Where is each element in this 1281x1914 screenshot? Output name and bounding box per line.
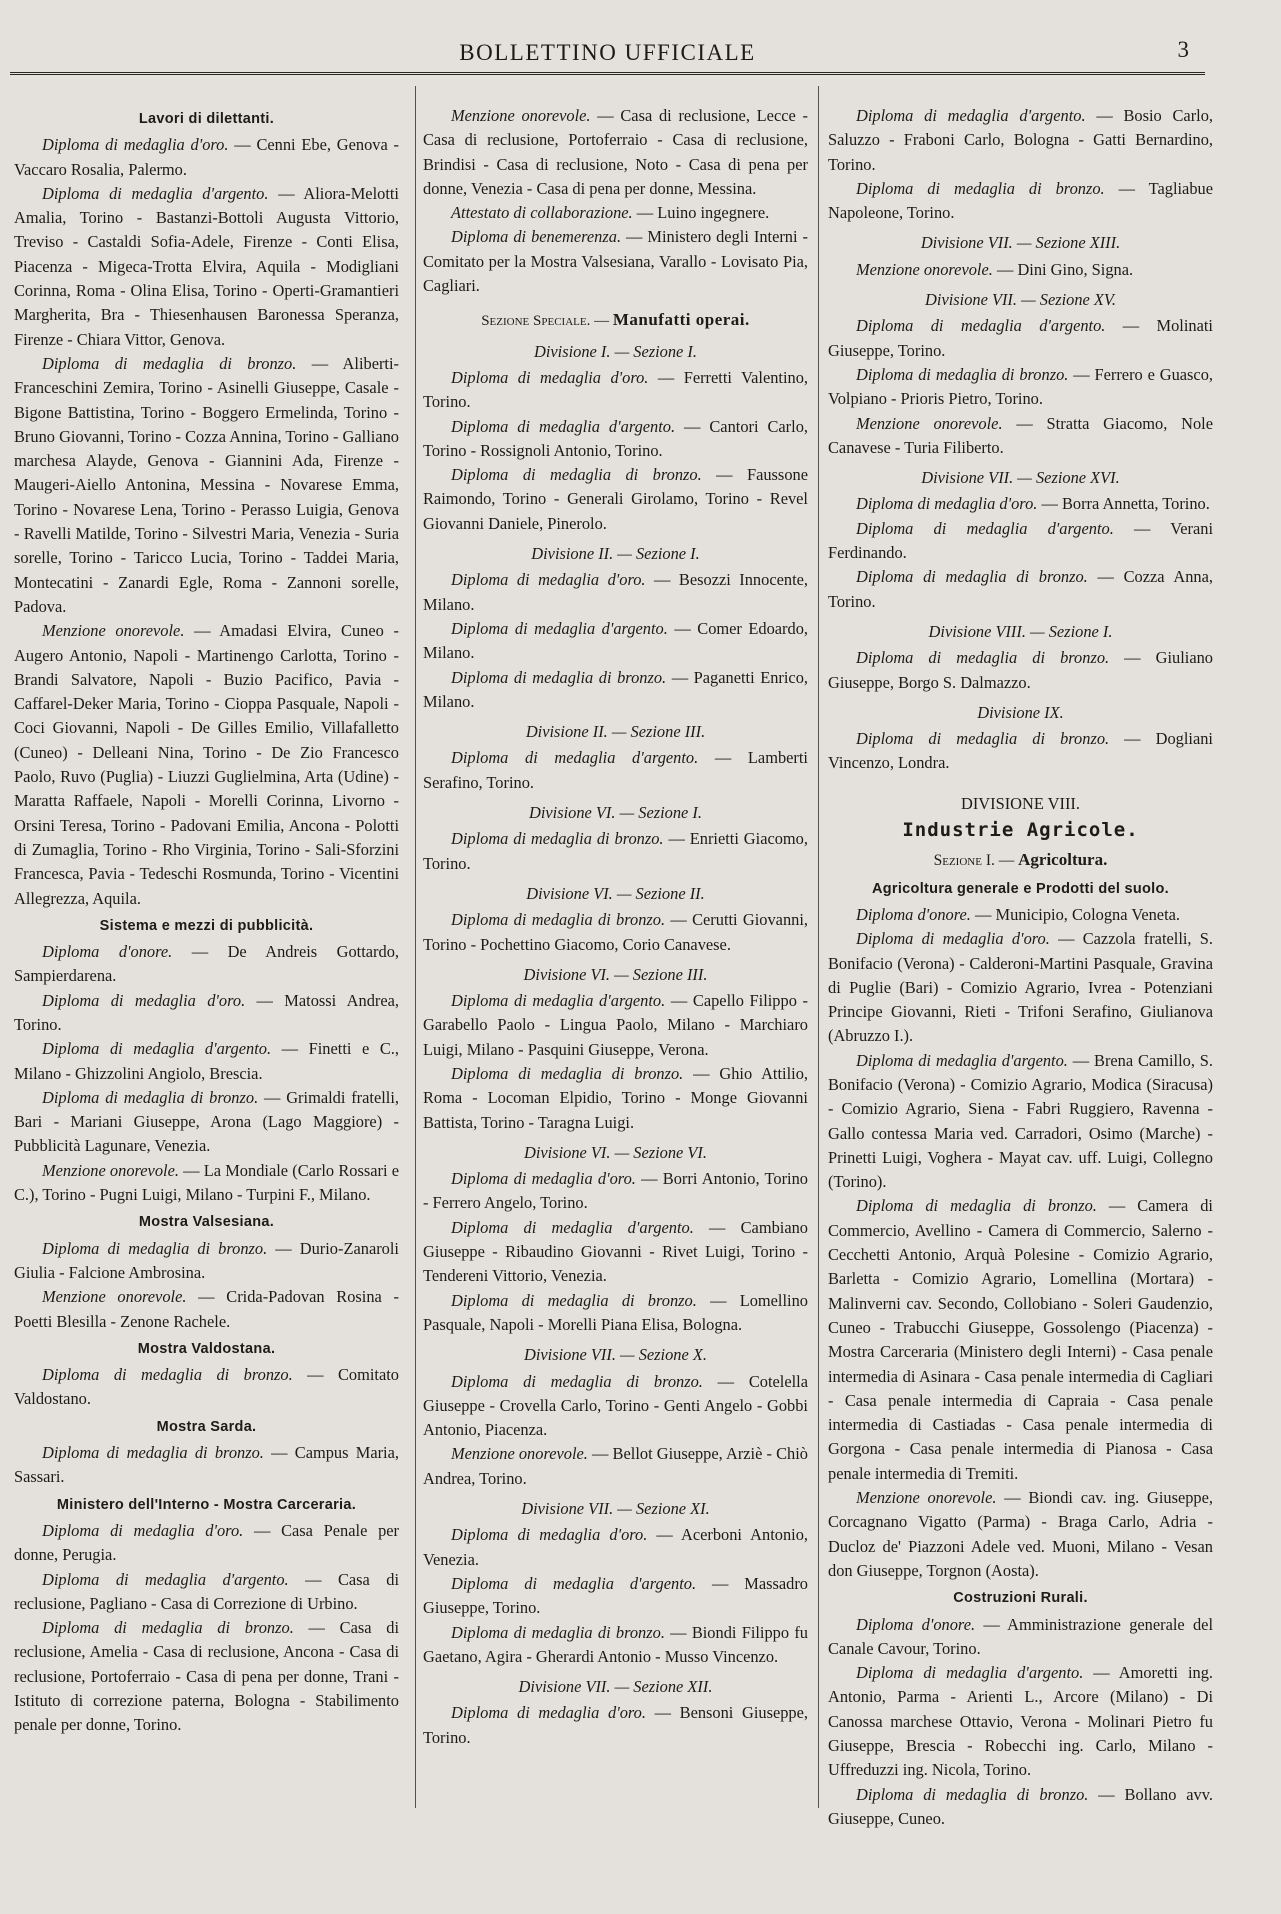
award-recipients: — Aliberti-Franceschini Zemira, Torino - Asinelli Giuseppe, Casale - Bigone Battistina, Torino - Boggero Ermelinda, Torino - Bruno Giovanni, Torino - Cozza Annina, Torino - Galliano marchesa Alayde, Genova - Giannini Ada, Firenze - Maugeri-Aiello Antonina, Messina - Novarese Emma, Torino - Novarese Lena, Torino - Perasso Luigia, Genova - Ravelli Matilde, Torino - Silvestri Maria, Venezia - Suria sorelle, Torino - Taricco Lucia, Torino - Taddei Maria, Montecatini - Zanardi Egle, Roma - Zannoni sorelle, Padova. — [14, 353, 399, 616]
award-type: Diploma d'onore. — [42, 942, 173, 962]
award-entry — [423, 617, 808, 666]
award-recipients: — Lamberti Serafino, Torino. — [423, 748, 808, 792]
division-heading: Divisione II. — Sezione III. — [525, 722, 706, 742]
award-entry — [14, 1159, 399, 1208]
award-recipients: — Cerutti Giovanni, Torino - Pochettino Giacomo, Corio Canavese. — [423, 910, 808, 954]
award-type: Diploma di medaglia d'argento. — [451, 991, 666, 1011]
award-type: Diploma di medaglia di bronzo. — [42, 1618, 294, 1638]
award-type: Menzione onorevole. — [856, 413, 1003, 433]
award-type: Diploma di medaglia d'oro. — [451, 1525, 648, 1545]
page-header — [10, 37, 1205, 72]
section-title: Agricoltura. — [1018, 850, 1108, 870]
page-number: 3 — [1177, 37, 1189, 62]
column-divider — [415, 86, 416, 1808]
award-entry — [14, 1519, 399, 1568]
award-recipients: — Amoretti ing. Antonio, Parma - Arienti L., Arcore (Milano) - Di Canossa marchese Ottavio, Verona - Molinari Pietro fu Giuseppe, Brescia - Robecchi ing. Carlo, Milano - Uffreduzzi ing. Nicola, Torino. — [828, 1663, 1213, 1780]
award-entry — [14, 1237, 399, 1286]
award-recipients: — Cambiano Giuseppe - Ribaudino Giovanni - Rivet Luigi, Torino - Tendereni Vittorio, Venezia. — [423, 1217, 808, 1286]
section-heading: Mostra Valsesiana. — [138, 1214, 275, 1231]
award-recipients: — Ferretti Valentino, Torino. — [423, 367, 809, 412]
award-entry — [423, 104, 808, 201]
award-recipients: — Capello Filippo - Garabello Paolo - Lingua Paolo, Milano - Marchiaro Luigi, Milano - Pasquini Giuseppe, Verona. — [423, 991, 808, 1059]
award-type: Diploma di medaglia d'argento. — [451, 748, 699, 768]
award-type: Diploma di benemerenza. — [451, 227, 622, 247]
award-entry — [14, 1568, 399, 1617]
award-type: Diploma di medaglia di bronzo. — [42, 1443, 264, 1463]
award-type: Menzione onorevole. — [856, 259, 993, 279]
award-entry — [423, 201, 808, 225]
division-heading: Divisione VIII. — Sezione I. — [928, 621, 1113, 641]
award-type: Diploma di medaglia d'argento. — [856, 316, 1106, 336]
award-type: Diploma di medaglia d'argento. — [42, 1039, 272, 1059]
award-type: Diploma di medaglia di bronzo. — [42, 353, 297, 373]
award-type: Diploma di medaglia di bronzo. — [451, 1290, 697, 1310]
award-type: Diploma di medaglia d'argento. — [856, 518, 1114, 538]
award-entry — [828, 104, 1213, 177]
award-recipients: — Finetti e C., Milano - Ghizzolini Angiolo, Brescia. — [14, 1039, 399, 1083]
division-heading: Divisione VII. — Sezione XI. — [521, 1499, 710, 1519]
header-rule — [10, 72, 1205, 75]
award-recipients: — Biondi cav. ing. Giuseppe, Corcagnano Vigatto (Parma) - Braga Carlo, Adria - Ducloz de' Piazzoni Adele ved. Muoni, Milano - Vesan don Giuseppe, Torgnon (Aosta). — [828, 1488, 1213, 1580]
award-entry — [423, 1216, 808, 1289]
award-type: Diploma di medaglia di bronzo. — [42, 1087, 259, 1107]
award-recipients: — Dogliani Vincenzo, Londra. — [828, 729, 1213, 773]
award-entry — [828, 1661, 1213, 1782]
column-2 — [423, 104, 808, 1750]
award-recipients: — Casa di reclusione, Amelia - Casa di reclusione, Ancona - Casa di reclusione, Portoferraio - Casa di pena per donne, Trani - Istituto di correzione paterna, Bologna - Stabilimento penale per donne, Torino. — [14, 1618, 399, 1735]
award-type: Diploma di medaglia d'argento. — [42, 1569, 289, 1589]
award-entry — [14, 1037, 399, 1086]
award-type: Diploma di medaglia d'oro. — [42, 1520, 244, 1540]
division-heading: Divisione II. — Sezione I. — [531, 544, 700, 564]
award-recipients: — Massadro Giuseppe, Torino. — [423, 1573, 808, 1618]
award-recipients: — Faussone Raimondo, Torino - Generali Girolamo, Torino - Revel Giovanni Daniele, Pinerolo. — [423, 465, 808, 533]
award-type: Diploma di medaglia di bronzo. — [856, 729, 1110, 749]
award-type: Diploma di medaglia di bronzo. — [451, 465, 702, 485]
award-recipients: — Ghio Attilio, Roma - Locoman Elpidio, Torino - Monge Giovanni Battista, Torino - Taragna Luigi. — [423, 1063, 808, 1132]
award-recipients: — Dini Gino, Signa. — [992, 259, 1134, 279]
award-recipients: — Molinati Giuseppe, Torino. — [828, 316, 1213, 360]
award-recipients: — Cozza Anna, Torino. — [828, 567, 1213, 611]
award-recipients: — Casa di reclusione, Pagliano - Casa di Correzione di Urbino. — [14, 1569, 400, 1613]
award-recipients: — Casa di reclusione, Lecce - Casa di reclusione, Portoferraio - Casa di reclusione, Brindisi - Casa di reclusione, Noto - Casa di pena per donne, Venezia - Casa di pena per donne, Messina. — [423, 106, 808, 198]
award-type: Diploma di medaglia di bronzo. — [856, 178, 1105, 198]
award-recipients: — Cazzola fratelli, S. Bonifacio (Verona) - Calderoni-Martini Pasquale, Gravina di Puglie (Bari) - Comizio Agrario, Ivrea - Potenziani Principe Giovanni, Rieti - Trifoni Serafino, Giulianova (Abruzzo I.). — [828, 929, 1213, 1046]
award-recipients: — Biondi Filippo fu Gaetano, Agira - Gherardi Antonio - Musso Vincenzo. — [423, 1622, 808, 1666]
section-label: Sezione Speciale. — [481, 313, 591, 330]
award-type: Menzione onorevole. — [42, 1287, 187, 1307]
award-recipients: — Verani Ferdinando. — [828, 518, 1213, 563]
award-entry — [423, 827, 808, 876]
section-label: Sezione I. — [933, 852, 995, 870]
industry-title: Industrie Agricole. — [902, 819, 1139, 842]
award-recipients: — Bollano avv. Giuseppe, Cuneo. — [828, 1784, 1213, 1828]
award-entry — [828, 177, 1213, 226]
division-heading: Divisione VI. — Sezione I. — [529, 803, 702, 823]
award-recipients: — Bensoni Giuseppe, Torino. — [423, 1703, 808, 1747]
division-heading: Divisione VII. — Sezione XIII. — [920, 233, 1121, 253]
award-type: Diploma di medaglia di bronzo. — [856, 364, 1069, 384]
award-entry — [423, 666, 808, 715]
award-type: Diploma di medaglia di bronzo. — [451, 829, 664, 849]
column-3 — [828, 104, 1213, 1831]
award-entry — [423, 1523, 808, 1572]
award-recipients: — Ministero degli Interni - Comitato per la Mostra Valsesiana, Varallo - Lovisato Pia, Cagliari. — [423, 227, 808, 296]
award-type: Diploma di medaglia d'oro. — [451, 367, 649, 387]
award-entry — [828, 1049, 1213, 1195]
award-recipients: — Casa Penale per donne, Perugia. — [14, 1520, 400, 1565]
award-entry — [828, 517, 1213, 566]
award-recipients: — Campus Maria, Sassari. — [14, 1443, 399, 1487]
award-entry — [828, 1783, 1213, 1832]
division-heading: Divisione VII. — Sezione X. — [524, 1345, 707, 1365]
award-recipients: — Brena Camillo, S. Bonifacio (Verona) - Comizio Agrario, Modica (Siracusa) - Comizio Agrario, Siena - Fabri Ruggiero, Ravenna - Gallo contessa Maria ved. Carradori, Osimo (Marche) - Prinetti Luigi, Voghera - Mayat cav. uff. Luigi, Collegno (Torino). — [828, 1050, 1213, 1192]
award-entry — [14, 989, 399, 1038]
award-type: Attestato di collaborazione. — [451, 203, 633, 223]
award-type: Diploma di medaglia d'argento. — [451, 416, 676, 436]
column-1 — [14, 104, 399, 1738]
award-recipients: — Giuliano Giuseppe, Borgo S. Dalmazzo. — [828, 648, 1213, 692]
award-type: Diploma di medaglia d'oro. — [42, 135, 229, 155]
award-recipients: — Municipio, Cologna Veneta. — [970, 904, 1181, 924]
award-entry — [423, 1167, 808, 1216]
award-type: Diploma di medaglia di bronzo. — [451, 1063, 684, 1083]
award-entry — [14, 1086, 399, 1159]
award-type: Diploma di medaglia di bronzo. — [451, 1371, 703, 1391]
award-type: Menzione onorevole. — [42, 1160, 179, 1180]
special-section-heading: Sezione Speciale. — Manufatti operai. — [481, 310, 750, 330]
award-type: Diploma di medaglia d'oro. — [42, 990, 246, 1010]
award-recipients: — Durio-Zanaroli Giulia - Falcione Ambrosina. — [14, 1238, 399, 1282]
award-entry — [423, 989, 808, 1062]
award-entry — [423, 415, 808, 464]
award-type: Diploma di medaglia di bronzo. — [451, 1622, 665, 1642]
award-type: Diploma di medaglia d'argento. — [451, 618, 668, 638]
division-heading: Divisione VI. — Sezione II. — [526, 883, 705, 903]
award-recipients: — La Mondiale (Carlo Rossari e C.), Torino - Pugni Luigi, Milano - Turpini F., Milano. — [14, 1160, 399, 1205]
award-recipients: — Comitato Valdostano. — [14, 1365, 399, 1409]
award-type: Diploma di medaglia d'argento. — [451, 1573, 697, 1593]
award-type: Diploma di medaglia di bronzo. — [42, 1238, 268, 1258]
award-recipients: — Aliora-Melotti Amalia, Torino - Bastanzi-Bottoli Augusta Vittorio, Treviso - Castaldi Sofia-Adele, Firenze - Conti Elisa, Piacenza - Migeca-Trotta Elvira, Aquila - Modigliani Corinna, Roma - Olina Elisa, Torino - Operti-Gramantieri Margherita, Bra - Thiesenhausen Baronessa Speranza, Firenze - Chiara Vittor, Genova. — [14, 183, 399, 349]
award-type: Diploma di medaglia d'oro. — [856, 494, 1038, 514]
award-entry — [14, 1285, 399, 1334]
award-type: Diploma di medaglia di bronzo. — [856, 567, 1088, 587]
award-type: Menzione onorevole. — [451, 106, 591, 125]
award-entry — [828, 646, 1213, 695]
award-entry — [14, 1363, 399, 1412]
award-recipients: — Cantori Carlo, Torino - Rossignoli Antonio, Torino. — [423, 416, 808, 460]
award-recipients: — Acerboni Antonio, Venezia. — [423, 1525, 808, 1569]
division-title: DIVISIONE VIII. — [961, 793, 1080, 813]
section-title: Manufatti operai. — [612, 310, 750, 330]
award-entry — [828, 1486, 1213, 1583]
award-entry — [14, 133, 399, 182]
section-heading: Agricoltura generale e Prodotti del suolo. — [871, 880, 1169, 897]
award-type: Menzione onorevole. — [856, 1488, 997, 1508]
division-heading: Divisione IX. — [977, 702, 1064, 722]
award-type: Diploma di medaglia d'argento. — [42, 183, 269, 203]
award-recipients: — Comer Edoardo, Milano. — [423, 618, 809, 663]
award-recipients: — Bellot Giuseppe, Arziè - Chiò Andrea, Torino. — [423, 1444, 808, 1488]
award-entry — [423, 1701, 808, 1750]
section-heading: Mostra Sarda. — [156, 1418, 257, 1435]
award-entry — [423, 1289, 808, 1338]
division-heading: Divisione VII. — Sezione XV. — [925, 290, 1116, 310]
award-type: Diploma di medaglia d'argento. — [451, 1217, 694, 1237]
award-type: Diploma di medaglia di bronzo. — [451, 910, 666, 930]
award-entry — [828, 314, 1213, 363]
award-entry — [423, 908, 808, 957]
award-recipients: — Amministrazione generale del Canale Cavour, Torino. — [828, 1614, 1213, 1658]
award-type: Diploma di medaglia d'argento. — [856, 1663, 1084, 1683]
award-recipients: — De Andreis Gottardo, Sampierdarena. — [14, 942, 399, 986]
award-recipients: — Crida-Padovan Rosina - Poetti Blesilla - Zenone Rachele. — [14, 1287, 399, 1331]
division-heading: Divisione I. — Sezione I. — [534, 341, 697, 361]
award-entry — [423, 366, 808, 415]
award-entry — [828, 1613, 1213, 1662]
award-type: Diploma di medaglia di bronzo. — [451, 667, 667, 687]
award-recipients: — Lomellino Pasquale, Napoli - Morelli Piana Elisa, Bologna. — [423, 1290, 808, 1334]
award-type: Menzione onorevole. — [42, 621, 185, 641]
section-heading: Ministero dell'Interno - Mostra Carceraria. — [56, 1496, 357, 1513]
award-entry — [14, 352, 399, 619]
division-heading: Divisione VII. — Sezione XII. — [518, 1677, 713, 1697]
award-type: Diploma di medaglia di bronzo. — [856, 648, 1110, 668]
section-heading: Mostra Valdostana. — [137, 1340, 276, 1357]
award-recipients: — Besozzi Innocente, Milano. — [423, 570, 808, 614]
award-entry — [14, 940, 399, 989]
award-recipients: — Amadasi Elvira, Cuneo - Augero Antonio, Napoli - Martinengo Carlotta, Torino - Brandi Salvatore, Napoli - Buzio Pacifico, Pavia - Caffarel-Deker Maria, Torino - Cioppa Pasquale, Napoli - Coci Giovanni, Napoli - De Gilles Emilio, Villafalletto (Cuneo) - Delleani Nina, Torino - De Zio Francesco Paolo, Ruvo (Puglia) - Liuzzi Guglielmina, Arta (Udine) - Maratta Raffaele, Napoli - Morelli Corinna, Livorno - Orsini Teresa, Torino - Padovani Emilia, Ancona - Polotti di Zumaglia, Torino - Rho Virginia, Torino - Sali-Sforzini Francesca, Pavia - Tedeschi Rosmunda, Torino - Vicentini Allegrezza, Aquila. — [14, 621, 399, 908]
award-recipients: — Bosio Carlo, Saluzzo - Fraboni Carlo, Bologna - Gatti Bernardino, Torino. — [828, 106, 1214, 174]
award-type: Diploma di medaglia di bronzo. — [856, 1196, 1097, 1216]
award-recipients: — Stratta Giacomo, Nole Canavese - Turia Filiberto. — [828, 413, 1213, 457]
award-entry — [423, 1370, 808, 1443]
award-entry — [14, 1441, 399, 1490]
award-entry — [423, 746, 808, 795]
award-recipients: — Borri Antonio, Torino - Ferrero Angelo, Torino. — [423, 1169, 809, 1213]
award-entry — [828, 1194, 1213, 1486]
award-entry — [423, 225, 808, 298]
award-type: Diploma d'onore. — [856, 904, 971, 924]
award-recipients: — Cotelella Giuseppe - Crovella Carlo, Torino - Genti Angelo - Gobbi Antonio, Piacenza. — [423, 1371, 808, 1440]
award-recipients: — Ferrero e Guasco, Volpiano - Prioris Pietro, Torino. — [828, 364, 1213, 409]
award-entry — [828, 492, 1213, 516]
award-recipients: — Enrietti Giacomo, Torino. — [423, 829, 808, 873]
section-heading: Costruzioni Rurali. — [953, 1590, 1088, 1607]
award-entry — [423, 1621, 808, 1670]
award-recipients: — Paganetti Enrico, Milano. — [423, 667, 808, 711]
section-heading: Lavori di dilettanti. — [138, 111, 275, 127]
award-recipients: — Luino ingegnere. — [632, 203, 770, 223]
award-type: Diploma di medaglia d'oro. — [451, 570, 646, 590]
award-entry — [423, 1062, 808, 1135]
running-title: BOLLETTINO UFFICIALE — [459, 40, 756, 65]
award-entry — [828, 363, 1213, 412]
award-type: Diploma di medaglia d'oro. — [856, 929, 1050, 949]
award-type: Diploma di medaglia d'oro. — [451, 1169, 636, 1189]
division-heading: Divisione VI. — Sezione III. — [523, 964, 708, 984]
award-recipients: — Cenni Ebe, Genova - Vaccaro Rosalia, Palermo. — [14, 135, 399, 179]
column-divider — [818, 86, 819, 1808]
award-recipients: — Camera di Commercio, Avellino - Camera di Commercio, Salerno - Cecchetti Antonio, Arquà Polesine - Comizio Agrario, Barletta - Comizio Agrario, Lomellina (Mortara) - Malinverni cav. Secondo, Collobiano - Soleri Gaudenzio, Cuneo - Trabucchi Giuseppe, Gossolengo (Piacenza) - Mostra Carceraria (Ministero degli Interni) - Casa penale intermedia di Asinara - Casa penale intermedia di Cagliari - Casa penale intermedia di Capraia - Casa penale intermedia di Castiadas - Casa penale intermedia di Gorgona - Casa penale intermedia di Pianosa - Casa penale intermedia di Tremiti. — [828, 1196, 1213, 1483]
award-entry — [828, 727, 1213, 776]
award-type: Diploma di medaglia d'argento. — [856, 1050, 1068, 1070]
award-entry — [423, 1442, 808, 1491]
award-type: Diploma di medaglia d'argento. — [856, 106, 1086, 125]
award-entry — [828, 412, 1213, 461]
award-entry — [14, 182, 399, 352]
award-entry — [828, 903, 1213, 927]
award-type: Diploma di medaglia di bronzo. — [42, 1365, 293, 1385]
award-entry — [14, 619, 399, 911]
award-recipients: — Tagliabue Napoleone, Torino. — [828, 178, 1213, 223]
award-entry — [14, 1616, 399, 1737]
award-recipients: — Matossi Andrea, Torino. — [14, 990, 399, 1034]
award-entry — [423, 1572, 808, 1621]
division-heading: Divisione VI. — Sezione VI. — [524, 1142, 707, 1162]
award-type: Diploma di medaglia d'oro. — [451, 1703, 646, 1723]
award-type: Diploma di medaglia di bronzo. — [856, 1784, 1089, 1804]
award-entry — [423, 463, 808, 536]
award-entry — [828, 565, 1213, 614]
award-entry — [828, 927, 1213, 1048]
award-recipients: — Borra Annetta, Torino. — [1037, 494, 1210, 514]
award-entry — [828, 258, 1213, 282]
award-type: Menzione onorevole. — [451, 1444, 588, 1464]
award-recipients: — Grimaldi fratelli, Bari - Mariani Giuseppe, Arona (Lago Maggiore) - Pubblicità Lagunare, Venezia. — [14, 1087, 399, 1156]
award-entry — [423, 568, 808, 617]
division-heading: Divisione VII. — Sezione XVI. — [921, 468, 1120, 488]
section-heading-main: Sezione I. — Agricoltura. — [933, 850, 1108, 870]
award-type: Diploma d'onore. — [856, 1614, 976, 1634]
section-heading: Sistema e mezzi di pubblicità. — [99, 917, 314, 934]
